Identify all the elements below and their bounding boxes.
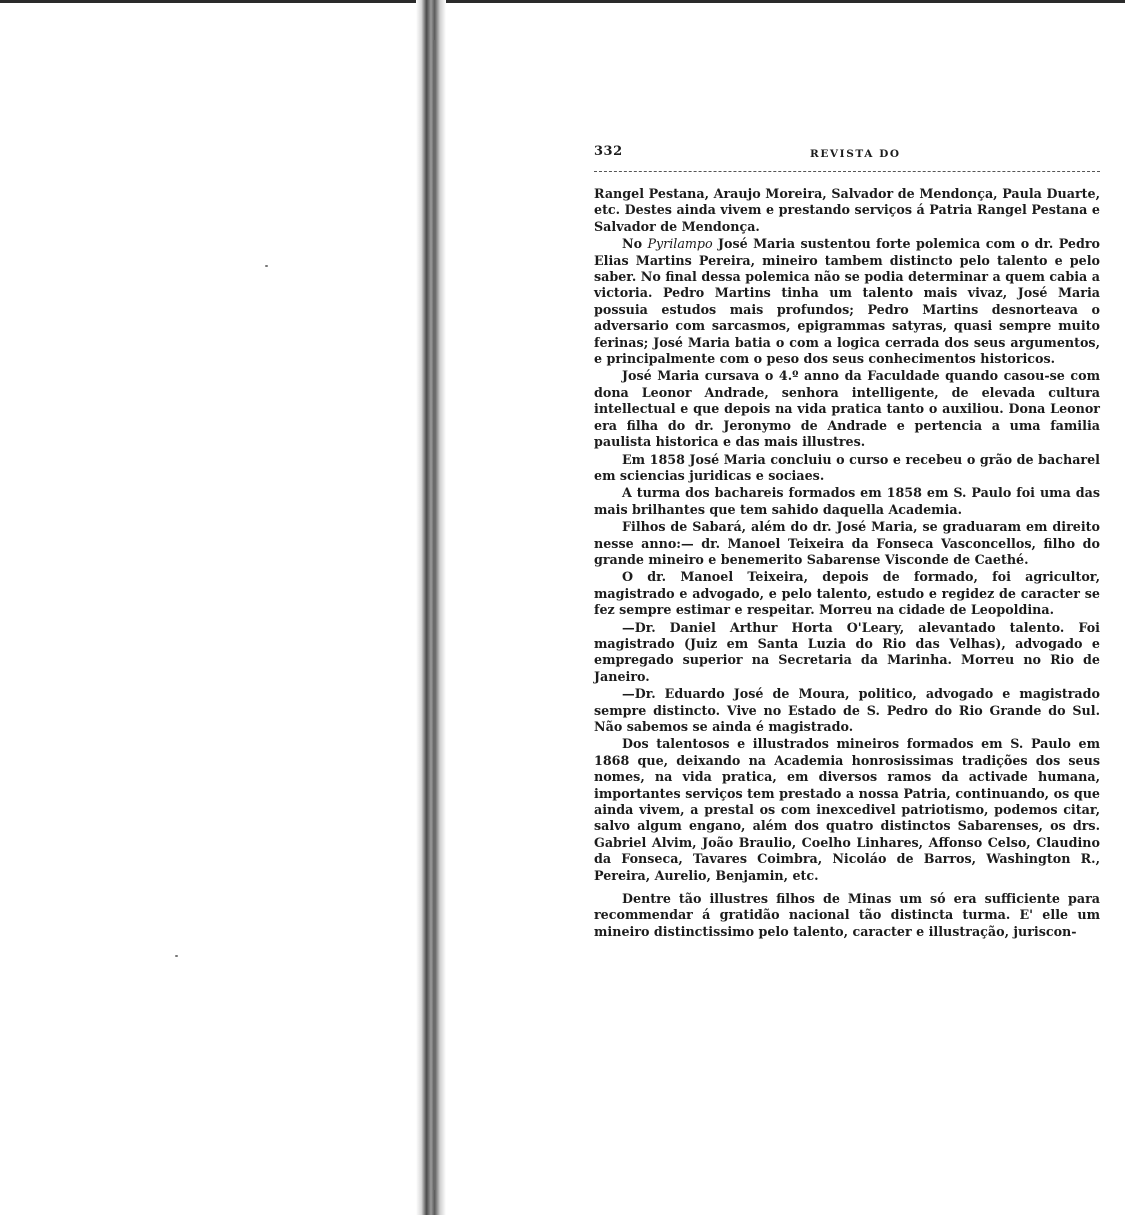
header-rule [594, 171, 1100, 172]
page-number: 332 [594, 144, 623, 159]
paragraph: Filhos de Sabará, além do dr. José Maria, se graduaram em direito nesse anno:— dr. Manoel Teixeira da Fonseca Vasconcellos, filho do grande mineiro e benemerito Sabarense Visconde de Caethé. [594, 519, 1100, 567]
paragraph: No Pyrilampo José Maria sustentou forte polemica com o dr. Pedro Elias Martins Pereira, mineiro tambem distincto pelo talento e pelo saber. No final dessa polemica não se podia determinar a quem cabia a victoria. Pedro Martins tinha um talento mais vivaz, José Maria possuia estudos mais profundos; Pedro Martins desnorteava o adversario com sarcasmos, epigrammas satyras, quasi sempre muito ferinas; José Maria batia o com a logica cerrada dos seus argumentos, e principalmente com o peso dos seus conhecimentos historicos. [594, 236, 1101, 367]
book-gutter [416, 0, 446, 1215]
running-head: REVISTA DO [810, 148, 901, 160]
periodical-title: Pyrilampo [647, 236, 713, 252]
article-body [594, 186, 1100, 941]
paragraph: José Maria cursava o 4.º anno da Faculdade quando casou-se com dona Leonor Andrade, senhora intelligente, de elevada cultura intellectual e que depois na vida pratica tanto o auxiliou. Dona Leonor era filha do dr. Jeronymo de Andrade e pertencia a uma familia paulista historica e das mais illustres. [594, 368, 1100, 450]
scan-speck [265, 265, 268, 267]
paragraph: —Dr. Eduardo José de Moura, politico, advogado e magistrado sempre distincto. Vive no Estado de S. Pedro do Rio Grande do Sul. Não sabemos se ainda é magistrado. [594, 686, 1100, 734]
paragraph: —Dr. Daniel Arthur Horta O'Leary, alevantado talento. Foi magistrado (Juiz em Santa Luzia do Rio das Velhas), advogado e empregado superior na Secretaria da Marinha. Morreu no Rio de Janeiro. [594, 619, 1100, 684]
paragraph: A turma dos bachareis formados em 1858 em S. Paulo foi uma das mais brilhantes que tem sahido daquella Academia. [594, 485, 1100, 517]
paragraph: Em 1858 José Maria concluiu o curso e recebeu o grão de bacharel em sciencias juridicas e sociaes. [594, 451, 1100, 483]
paragraph: Dentre tão illustres filhos de Minas um só era sufficiente para recommendar á gratidão nacional tão distincta turma. E' elle um mineiro distinctissimo pelo talento, caracter e illustração, juriscon- [594, 891, 1100, 939]
paragraph: Rangel Pestana, Araujo Moreira, Salvador de Mendonça, Paula Duarte, etc. Destes ainda vivem e prestando serviços á Patria Rangel Pestana e Salvador de Mendonça. [594, 186, 1100, 234]
paragraph: O dr. Manoel Teixeira, depois de formado, foi agricultor, magistrado e advogado, e pelo talento, estudo e regidez de caracter se fez sempre estimar e respeitar. Morreu na cidade de Leopoldina. [594, 569, 1100, 618]
page-header [594, 144, 1100, 166]
paragraph: Dos talentosos e illustrados mineiros formados em S. Paulo em 1868 que, deixando na Academia honrosissimas tradições dos seus nomes, na vida pratica, em diversos ramos da activade humana, importantes serviços tem prestado a nossa Patria, continuando, os que ainda vivem, a prestal os com inexcedivel patriotismo, podemos citar, salvo algum engano, além dos quatro distinctos Sabarenses, os drs. Gabriel Alvim, João Braulio, Coelho Linhares, Affonso Celso, Claudino da Fonseca, Tavares Coimbra, Nicoláo de Barros, Washington R., Pereira, Aurelio, Benjamin, etc. [594, 736, 1100, 883]
scan-speck [175, 955, 178, 957]
scan-top-edge [0, 0, 1125, 3]
gutter-fold-line [433, 40, 435, 1190]
